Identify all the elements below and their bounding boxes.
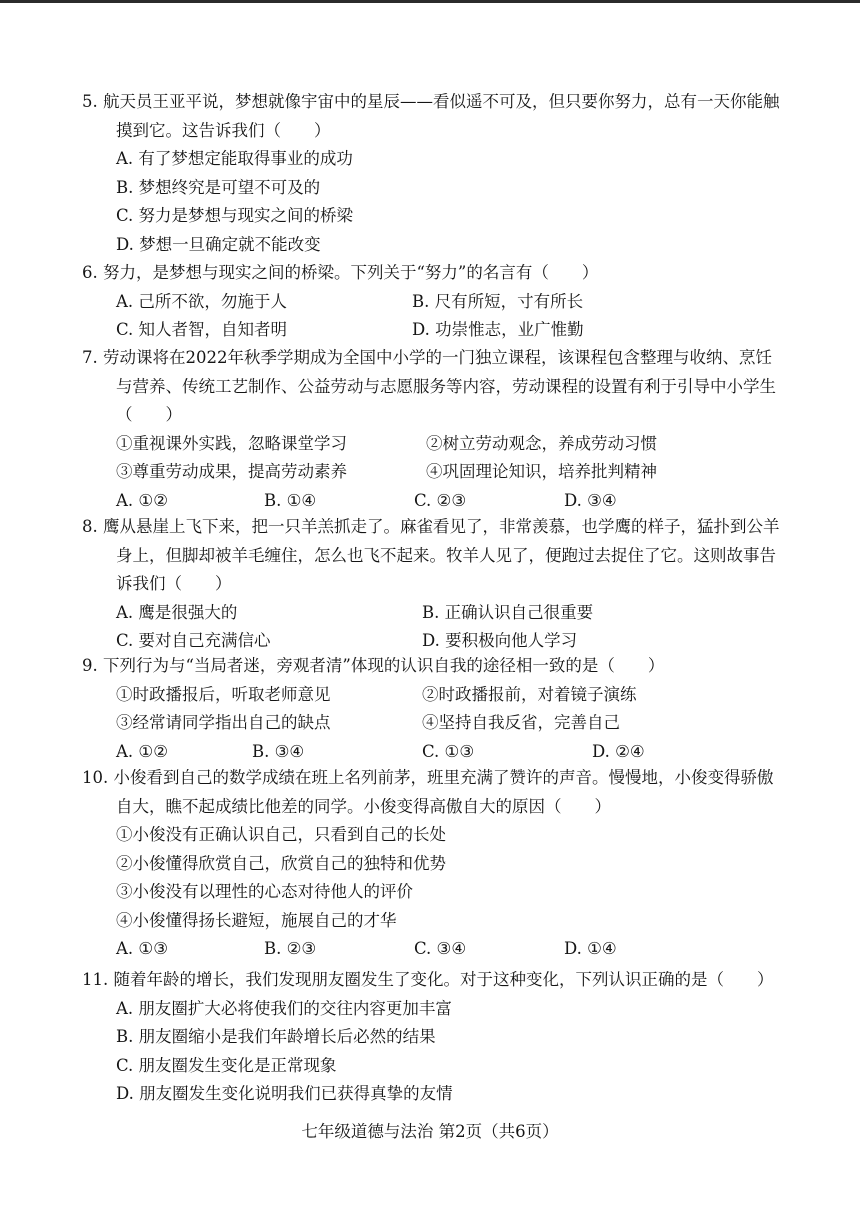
question-number: 9.	[82, 656, 98, 675]
question-7	[82, 344, 782, 515]
question-number: 8.	[82, 517, 98, 536]
option-d: D. ③④	[564, 490, 617, 510]
option-c: C. 要对自己充满信心	[116, 631, 271, 650]
option-a: A. 鹰是很强大的	[116, 602, 238, 622]
question-number: 5.	[82, 92, 98, 111]
option-c: C. ③④	[414, 939, 467, 958]
statement-3: ③尊重劳动成果，提高劳动素养	[116, 462, 347, 481]
question-number: 11.	[82, 970, 109, 989]
option-d: D. 要积极向他人学习	[422, 631, 578, 650]
question-number: 7.	[82, 348, 98, 367]
question-9	[82, 652, 782, 766]
option-d: D. ①④	[564, 939, 617, 958]
option-d: D. 功崇惟志，业广惟勤	[412, 320, 584, 339]
option-d: D. 梦想一旦确定就不能改变	[116, 234, 321, 254]
statement-3: ③小俊没有以理性的心态对待他人的评价	[116, 882, 413, 901]
option-c: C. 努力是梦想与现实之间的桥梁	[116, 206, 354, 225]
option-a: A. ①③	[116, 939, 168, 958]
option-c: C. 知人者智，自知者明	[116, 320, 288, 339]
question-stem: 小俊看到自己的数学成绩在班上名列前茅，班里充满了赞许的声音。慢慢地，小俊变得骄傲自大，瞧不起成绩比他差的同学。小俊变得高傲自大的原因（ ）	[113, 768, 774, 816]
option-c: C. 朋友圈发生变化是正常现象	[116, 1055, 337, 1075]
question-10	[82, 764, 782, 964]
question-5	[82, 88, 782, 259]
page-footer: 七年级道德与法治 第2页（共6页）	[301, 1122, 559, 1141]
option-a: A. 有了梦想定能取得事业的成功	[116, 149, 353, 168]
option-a: A. 朋友圈扩大必将使我们的交往内容更加丰富	[116, 998, 452, 1018]
option-c: C. ①③	[422, 741, 475, 761]
option-b: B. ③④	[252, 741, 305, 761]
question-6	[82, 259, 782, 345]
question-8	[82, 513, 782, 656]
option-b: B. 梦想终究是可望不可及的	[116, 177, 321, 197]
statement-3: ③经常请同学指出自己的缺点	[116, 713, 331, 732]
option-a: A. ①②	[116, 741, 168, 761]
statement-1: ①小俊没有正确认识自己，只看到自己的长处	[116, 825, 446, 844]
question-stem: 努力，是梦想与现实之间的桥梁。下列关于“努力”的名言有（ ）	[103, 263, 599, 282]
statement-2: ②时政播报前，对着镜子演练	[422, 684, 637, 704]
statement-1: ①时政播报后，听取老师意见	[116, 684, 331, 704]
question-11	[82, 966, 782, 1109]
question-stem: 航天员王亚平说，梦想就像宇宙中的星辰——看似遥不可及，但只要你努力，总有一天你能触摸到它。这告诉我们（ ）	[103, 92, 780, 140]
option-a: A. ①②	[116, 490, 168, 510]
option-b: B. ①④	[264, 490, 317, 510]
statement-4: ④小俊懂得扬长避短，施展自己的才华	[116, 910, 397, 930]
statement-4: ④巩固理论知识，培养批判精神	[426, 462, 657, 481]
option-a: A. 己所不欲，勿施于人	[116, 291, 287, 311]
question-number: 6.	[82, 263, 98, 282]
question-stem: 劳动课将在2022年秋季学期成为全国中小学的一门独立课程，该课程包含整理与收纳、烹饪与营养、传统工艺制作、公益劳动与志愿服务等内容，劳动课程的设置有利于引导中小学生（ ）	[103, 348, 776, 424]
question-stem: 下列行为与“当局者迷，旁观者清”体现的认识自我的途径相一致的是（ ）	[103, 656, 665, 675]
statement-4: ④坚持自我反省，完善自己	[422, 713, 620, 732]
statement-2: ②树立劳动观念，养成劳动习惯	[426, 433, 657, 453]
option-d: D. ②④	[592, 741, 645, 761]
option-c: C. ②③	[414, 490, 467, 510]
statement-2: ②小俊懂得欣赏自己，欣赏自己的独特和优势	[116, 853, 446, 873]
option-b: B. 尺有所短，寸有所长	[412, 291, 584, 311]
option-b: B. 朋友圈缩小是我们年龄增长后必然的结果	[116, 1027, 436, 1046]
option-b: B. 正确认识自己很重要	[422, 602, 594, 622]
question-stem: 随着年龄的增长，我们发现朋友圈发生了变化。对于这种变化，下列认识正确的是（ ）	[113, 970, 774, 989]
statement-1: ①重视课外实践，忽略课堂学习	[116, 433, 347, 453]
option-d: D. 朋友圈发生变化说明我们已获得真挚的友情	[116, 1084, 453, 1103]
question-number: 10.	[82, 768, 109, 787]
option-b: B. ②③	[264, 939, 317, 958]
question-stem: 鹰从悬崖上飞下来，把一只羊羔抓走了。麻雀看见了，非常羡慕，也学鹰的样子，猛扑到公羊身上，但脚却被羊毛缠住，怎么也飞不起来。牧羊人见了，便跑过去捉住了它。这则故事告诉我们（ ）	[103, 517, 780, 593]
